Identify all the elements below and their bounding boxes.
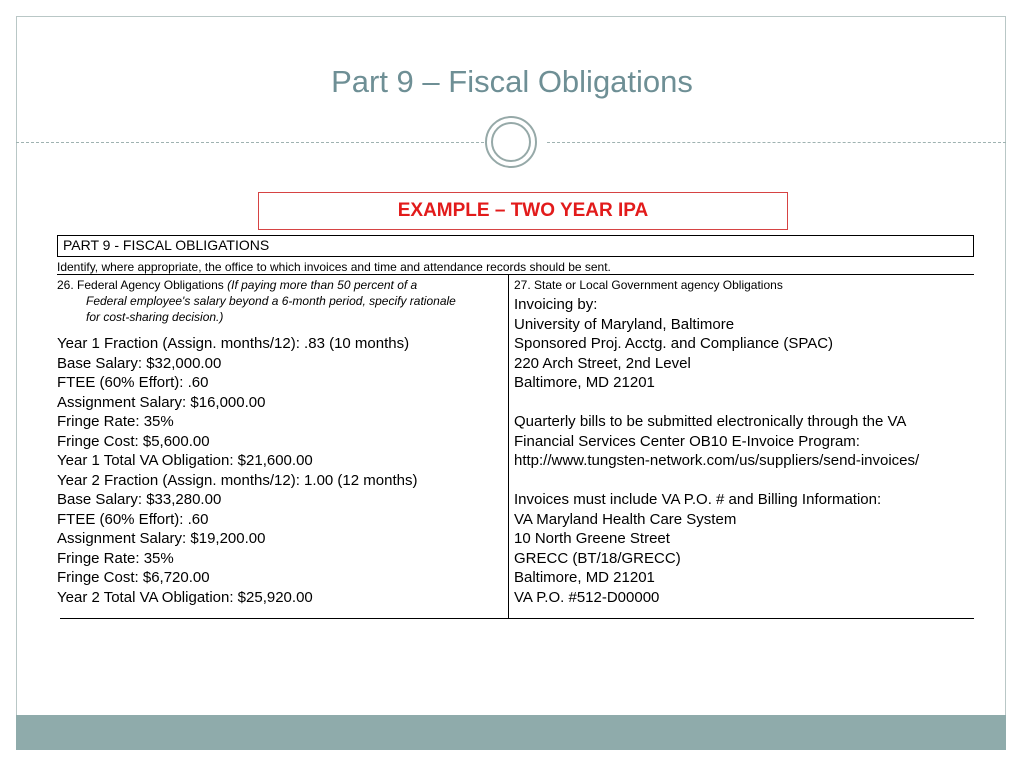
page-title: Part 9 – Fiscal Obligations: [331, 64, 693, 99]
list-item: 220 Arch Street, 2nd Level: [514, 354, 691, 372]
list-item: FTEE (60% Effort): .60: [57, 510, 209, 528]
list-item: Fringe Cost: $5,600.00: [57, 432, 210, 450]
list-item: Baltimore, MD 21201: [514, 569, 655, 586]
list-item: Invoicing by:: [514, 296, 598, 313]
form-instructions: Identify, where appropriate, the office to which invoices and time and attendance records should be sent.: [57, 260, 611, 274]
list-item: Base Salary: $33,280.00: [57, 491, 222, 508]
title-divider-left: [16, 142, 489, 143]
list-item: Base Salary: $32,000.00: [57, 354, 222, 372]
federal-heading-text: 26. Federal Agency Obligations: [57, 278, 228, 292]
title-divider-right: [547, 142, 1006, 143]
list-item: Assignment Salary: $19,200.00: [57, 530, 266, 547]
state-local-obligations-list: [514, 295, 970, 607]
list-item: Sponsored Proj. Acctg. and Compliance (SPAC): [514, 335, 834, 352]
list-item: Financial Services Center OB10 E-Invoice Program:: [514, 432, 860, 450]
list-item: Fringe Cost: $6,720.00: [57, 569, 210, 586]
list-item: Invoices must include VA P.O. # and Billing Information:: [514, 491, 882, 508]
federal-obligations-heading: [57, 277, 503, 293]
list-item: Assignment Salary: $16,000.00: [57, 393, 266, 411]
table-top-rule: [57, 274, 974, 275]
divider-circle-inner: [491, 122, 531, 162]
form-section-header: PART 9 - FISCAL OBLIGATIONS: [57, 235, 974, 257]
example-label: EXAMPLE – TWO YEAR IPA: [397, 200, 649, 221]
table-bottom-rule: [60, 618, 974, 619]
list-item: Fringe Rate: 35%: [57, 549, 174, 567]
list-spacer: [514, 471, 970, 491]
list-item: Year 1 Total VA Obligation: $21,600.00: [57, 452, 313, 469]
list-spacer: [514, 393, 970, 413]
footer-bar: [16, 715, 1006, 750]
list-item: 10 North Greene Street: [514, 530, 670, 547]
list-item: Year 2 Fraction (Assign. months/12): 1.00 (12 months): [57, 471, 418, 489]
list-item: Quarterly bills to be submitted electronically through the VA: [514, 413, 907, 430]
list-item: Year 1 Fraction (Assign. months/12): .83 (10 months): [57, 335, 410, 352]
table-column-divider: [508, 274, 509, 618]
federal-obligations-column: [57, 277, 503, 607]
list-item: FTEE (60% Effort): .60: [57, 374, 209, 391]
divider-circle-ornament: [485, 116, 537, 168]
state-local-obligations-column: [514, 277, 970, 607]
list-item: VA P.O. #512-D00000: [514, 588, 660, 606]
list-item: Baltimore, MD 21201: [514, 374, 655, 391]
list-item: University of Maryland, Baltimore: [514, 315, 735, 333]
list-item: VA Maryland Health Care System: [514, 510, 737, 528]
list-item: http://www.tungsten-network.com/us/suppliers/send-invoices/: [514, 452, 920, 469]
federal-obligations-list: [57, 334, 503, 607]
federal-heading-note-line2: Federal employee's salary beyond a 6-month period, specify rationale: [86, 294, 456, 308]
list-item: Year 2 Total VA Obligation: $25,920.00: [57, 588, 313, 606]
list-item: GRECC (BT/18/GRECC): [514, 549, 681, 567]
example-banner: [258, 192, 788, 230]
federal-heading-note: (If paying more than 50 percent of a: [227, 278, 418, 292]
list-item: Fringe Rate: 35%: [57, 413, 174, 430]
state-local-heading: 27. State or Local Government agency Obligations: [514, 278, 783, 292]
federal-heading-note-line3: for cost-sharing decision.): [86, 310, 224, 324]
